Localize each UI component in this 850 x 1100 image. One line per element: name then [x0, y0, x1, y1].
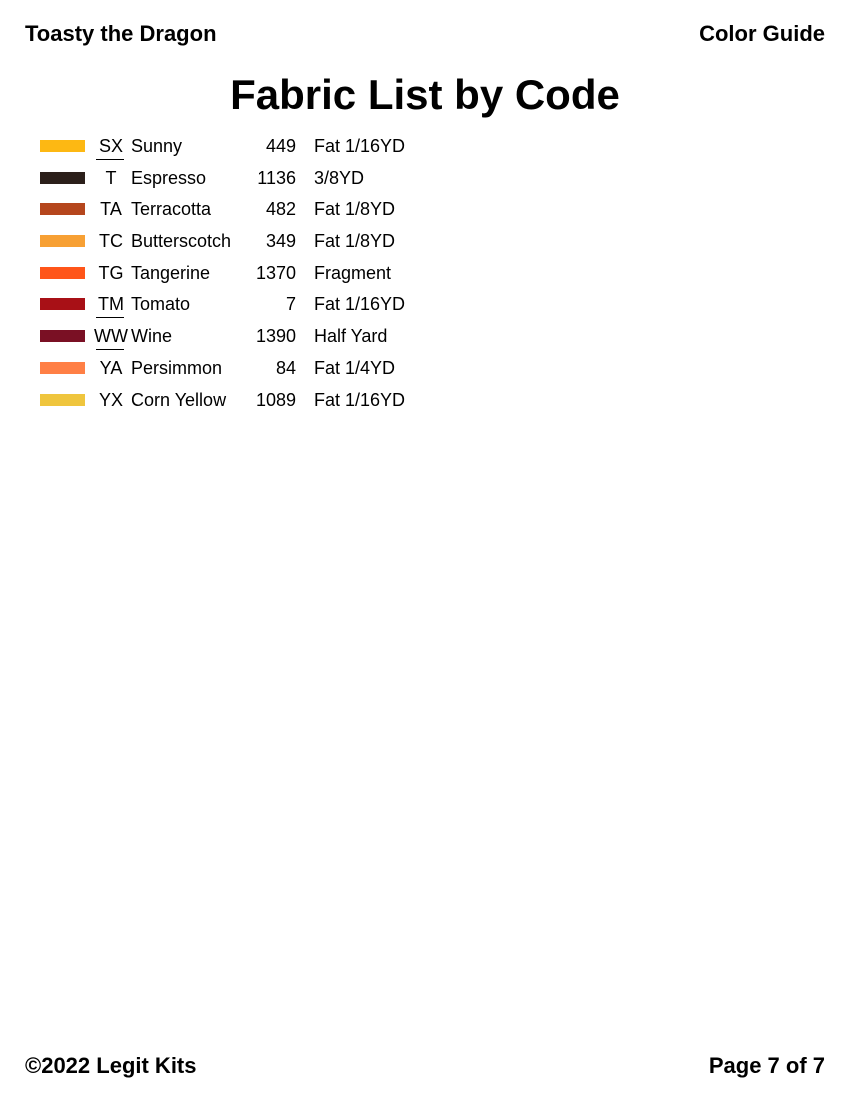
section-name: Color Guide [699, 21, 825, 46]
fabric-quantity: Fat 1/16YD [314, 294, 406, 315]
fabric-quantity: Fat 1/4YD [314, 357, 396, 378]
fabric-code: YA [99, 357, 123, 378]
fabric-number: 7 [285, 294, 296, 315]
fabric-name: Espresso [131, 167, 207, 188]
fabric-code: TC [99, 231, 123, 252]
pattern-name: Toasty the Dragon [25, 21, 217, 46]
fabric-number: 84 [275, 357, 296, 378]
fabric-row [0, 194, 850, 226]
color-swatch [40, 298, 85, 310]
fabric-row [0, 163, 850, 195]
fabric-name: Persimmon [131, 357, 223, 378]
fabric-quantity: Fat 1/8YD [314, 199, 396, 220]
color-swatch [40, 330, 85, 342]
fabric-row [0, 385, 850, 417]
fabric-row [0, 258, 850, 290]
fabric-row [0, 131, 850, 163]
fabric-code: TA [100, 199, 122, 220]
fabric-number: 1370 [255, 262, 296, 283]
color-swatch [40, 267, 85, 279]
color-swatch [40, 203, 85, 215]
fabric-list [0, 131, 850, 416]
fabric-name: Sunny [131, 136, 183, 156]
fabric-code: TG [98, 262, 124, 283]
color-swatch [40, 140, 85, 152]
fabric-row [0, 321, 850, 353]
copyright: ©2022 Legit Kits [25, 1053, 197, 1078]
color-swatch [40, 235, 85, 247]
fabric-quantity: 3/8YD [314, 167, 365, 188]
color-swatch [40, 394, 85, 406]
page-number: Page 7 of 7 [708, 1053, 825, 1078]
fabric-quantity: Fat 1/16YD [314, 389, 406, 410]
fabric-code: TM [94, 289, 128, 321]
fabric-row [0, 353, 850, 385]
fabric-number: 1089 [255, 389, 296, 410]
fabric-name: Butterscotch [131, 231, 232, 252]
fabric-number: 482 [265, 199, 296, 220]
fabric-quantity: Half Yard [314, 326, 388, 347]
fabric-name: Tangerine [131, 262, 211, 283]
fabric-name: Corn Yellow [131, 389, 227, 410]
fabric-name: Tomato [131, 294, 191, 315]
fabric-quantity: Fat 1/16YD [314, 136, 406, 156]
fabric-code: T [105, 167, 117, 188]
fabric-row [0, 289, 850, 321]
color-swatch [40, 172, 85, 184]
fabric-number: 1136 [257, 167, 296, 188]
fabric-name: Terracotta [131, 199, 212, 220]
color-swatch [40, 362, 85, 374]
fabric-quantity: Fat 1/8YD [314, 231, 396, 252]
fabric-name: Wine [131, 326, 173, 347]
fabric-code: SX [94, 131, 128, 163]
fabric-number: 449 [265, 136, 296, 156]
fabric-number: 1390 [255, 326, 296, 347]
page-title: Fabric List by Code [230, 71, 620, 118]
fabric-quantity: Fragment [314, 262, 392, 283]
fabric-code: YX [98, 389, 123, 410]
fabric-row [0, 226, 850, 258]
fabric-code: WW [94, 321, 128, 353]
fabric-number: 349 [265, 231, 296, 252]
